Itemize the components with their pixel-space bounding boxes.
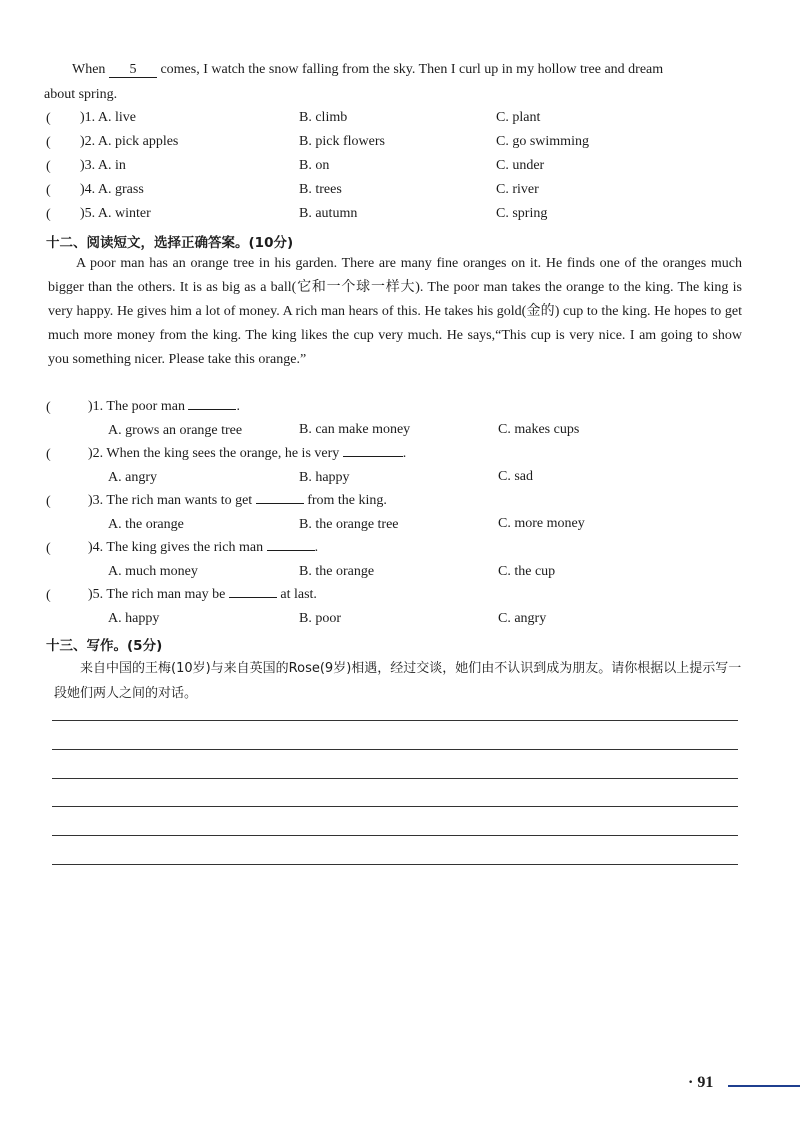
stem-text-after: . bbox=[314, 540, 319, 555]
question-option-b: B. pick flowers bbox=[299, 134, 385, 149]
stem-text: )1. The poor man bbox=[88, 399, 185, 414]
question-option-b: B. the orange tree bbox=[299, 517, 399, 532]
question-option-a: A. the orange bbox=[108, 517, 184, 532]
stem-text: )4. The king gives the rich man bbox=[88, 540, 264, 555]
answer-blank[interactable] bbox=[343, 456, 403, 457]
reading-passage: A poor man has an orange tree in his garden. There are many fine oranges on it. He finds one of the oranges much bigger than the others. It is as big as a ball(它和一个球一样大). The poor man takes the orange to the king. The king is very happy. He gives him a lot of money. A rich man hears of this. He takes his gold(金的) cup to the king. He hopes to get much more money from the king. The king likes the cup very much. He says,“This cup is very nice. I am going to show you something nicer. Please take this orange.” bbox=[48, 256, 742, 367]
question-stem bbox=[88, 493, 387, 509]
question-option-b: B. the orange bbox=[299, 564, 375, 579]
question-option-a: )1. A. live bbox=[80, 110, 136, 125]
stem-text-after: at last. bbox=[280, 587, 317, 602]
answer-blank[interactable] bbox=[267, 550, 315, 551]
question-option-a: A. grows an orange tree bbox=[108, 423, 243, 438]
answer-blank[interactable] bbox=[256, 503, 304, 504]
question-option-c: C. spring bbox=[496, 206, 548, 221]
writing-line[interactable] bbox=[52, 778, 738, 779]
answer-paren[interactable]: ( bbox=[46, 111, 51, 126]
question-option-b: B. on bbox=[299, 158, 330, 173]
stem-text: )2. When the king sees the orange, he is very bbox=[88, 446, 340, 461]
cloze-text-before: When bbox=[72, 62, 106, 77]
question-option-b: B. poor bbox=[299, 611, 341, 626]
writing-line[interactable] bbox=[52, 720, 738, 721]
question-stem bbox=[88, 399, 240, 415]
question-stem bbox=[88, 540, 318, 556]
question-option-c: C. plant bbox=[496, 110, 541, 125]
writing-prompt: 来自中国的王梅(10岁)与来自英国的Rose(9岁)相遇，经过交谈，她们由不认识到成为朋友。请你根据以上提示写一段她们两人之间的对话。 bbox=[54, 661, 742, 701]
question-option-a: )2. A. pick apples bbox=[80, 134, 179, 149]
cloze-line-2: about spring. bbox=[44, 87, 118, 102]
question-option-a: )5. A. winter bbox=[80, 206, 151, 221]
answer-paren[interactable]: ( bbox=[46, 159, 51, 174]
question-option-b: B. trees bbox=[299, 182, 342, 197]
answer-paren[interactable]: ( bbox=[46, 135, 51, 150]
writing-line[interactable] bbox=[52, 864, 738, 865]
question-option-a: A. much money bbox=[108, 564, 198, 579]
cloze-blank-answer[interactable]: 5 bbox=[109, 63, 157, 78]
section-13-heading: 十三、写作。(5分) bbox=[46, 638, 163, 654]
question-option-c: C. angry bbox=[498, 611, 547, 626]
answer-paren[interactable]: ( bbox=[46, 588, 51, 603]
stem-text: )3. The rich man wants to get bbox=[88, 493, 253, 508]
cloze-line-1 bbox=[72, 62, 663, 78]
question-option-a: A. angry bbox=[108, 470, 157, 485]
question-stem bbox=[88, 446, 406, 462]
question-option-c: C. more money bbox=[498, 516, 585, 531]
question-option-a: )3. A. in bbox=[80, 158, 126, 173]
stem-text-after: . bbox=[402, 446, 407, 461]
question-option-b: B. can make money bbox=[299, 422, 411, 437]
question-option-a: )4. A. grass bbox=[80, 182, 144, 197]
section-12-heading: 十二、阅读短文，选择正确答案。(10分) bbox=[46, 235, 294, 251]
question-option-c: C. makes cups bbox=[498, 422, 580, 437]
question-option-b: B. happy bbox=[299, 470, 350, 485]
answer-paren[interactable]: ( bbox=[46, 183, 51, 198]
page-number-rule bbox=[728, 1085, 800, 1087]
stem-text: )5. The rich man may be bbox=[88, 587, 226, 602]
page-number: · 91 bbox=[688, 1074, 714, 1091]
answer-blank[interactable] bbox=[188, 409, 236, 410]
question-stem bbox=[88, 587, 317, 603]
stem-text-after: from the king. bbox=[307, 493, 387, 508]
question-option-c: C. go swimming bbox=[496, 134, 589, 149]
question-option-c: C. the cup bbox=[498, 564, 556, 579]
answer-paren[interactable]: ( bbox=[46, 400, 51, 415]
question-option-c: C. sad bbox=[498, 469, 533, 484]
question-option-b: B. autumn bbox=[299, 206, 358, 221]
question-option-b: B. climb bbox=[299, 110, 348, 125]
writing-line[interactable] bbox=[52, 749, 738, 750]
question-option-a: A. happy bbox=[108, 611, 160, 626]
question-option-c: C. river bbox=[496, 182, 539, 197]
writing-line[interactable] bbox=[52, 806, 738, 807]
question-option-c: C. under bbox=[496, 158, 545, 173]
answer-paren[interactable]: ( bbox=[46, 207, 51, 222]
cloze-text-after: comes, I watch the snow falling from the sky. Then I curl up in my hollow tree and dream bbox=[160, 62, 664, 77]
answer-paren[interactable]: ( bbox=[46, 494, 51, 509]
answer-paren[interactable]: ( bbox=[46, 447, 51, 462]
stem-text-after: . bbox=[236, 399, 240, 414]
answer-blank[interactable] bbox=[229, 597, 277, 598]
writing-line[interactable] bbox=[52, 835, 738, 836]
answer-paren[interactable]: ( bbox=[46, 541, 51, 556]
